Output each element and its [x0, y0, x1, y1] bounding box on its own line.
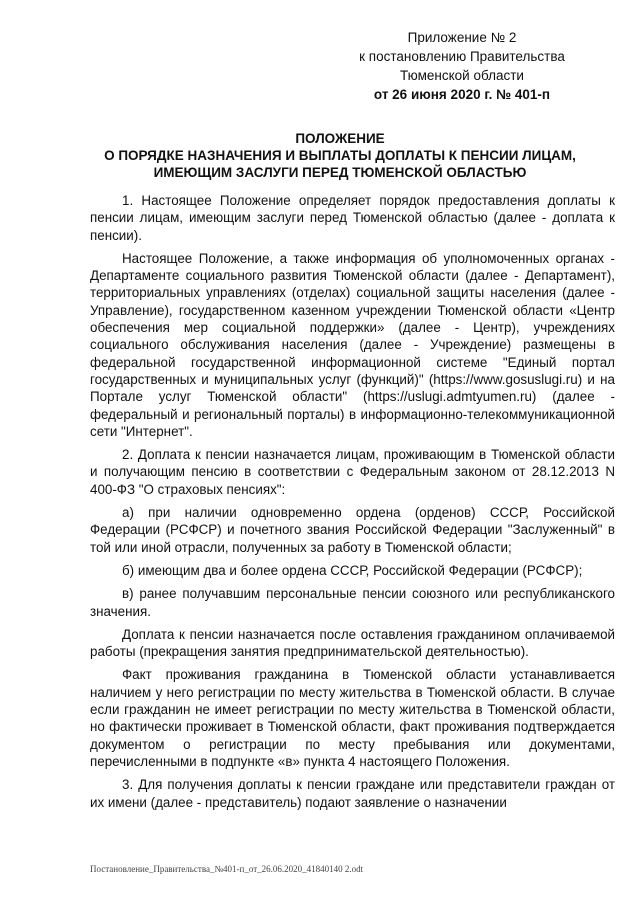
title-line-1: ПОЛОЖЕНИЕ	[295, 131, 385, 146]
paragraph-6: в) ранее получавшим персональные пенсии союзного или республиканского значения.	[90, 586, 615, 619]
paragraph-4: а) при наличии одновременно ордена (орденов) СССР, Российской Федерации (РСФСР) и почетного звания Российской Федерации "Заслуженный" в той или иной отрасли, полученных за работу в Тюменской области;	[90, 505, 615, 555]
paragraph-7: Доплата к пенсии назначается после оставления гражданином оплачиваемой работы (прекращения занятия предпринимательской деятельностью).	[90, 626, 615, 660]
appendix-date: от 26 июня 2020 г. № 401-п	[373, 87, 551, 102]
paragraph-1: 1. Настоящее Положение определяет порядок предоставления доплаты к пенсии лицам, имеющим заслуги перед Тюменской областью (далее - доплата к пенсии).	[90, 193, 615, 243]
paragraph-3: 2. Доплата к пенсии назначается лицам, проживающим в Тюменской области и получающим пенсию в соответствии с Федеральным законом от 28.12.2013 N 400-ФЗ "О страховых пенсиях":	[90, 447, 615, 497]
paragraph-5: б) имеющим два и более ордена СССР, Российской Федерации (РСФСР);	[122, 562, 583, 578]
paragraph-2: Настоящее Положение, а также информация об уполномоченных органах - Департаменте социального развития Тюменской области (далее - Департамент), территориальных управлениях (отделах) социальной защиты населения (далее - Управление), государственном казенном учреждении Тюменской области «Центр обеспечения мер социальной поддержки» (далее - Центр), учреждениях социального обслуживания населения (далее - Учреждение) размещены в федеральной государственной информационной системе "Единый портал государственных и муниципальных услуг (функций)" (https://www.gosuslugi.ru) и на Портале услуг Тюменской области" (https://uslugi.admtyumen.ru) (далее - федеральный и региональный порталы) в информационно-телекоммуникационной сети "Интернет".	[90, 250, 615, 439]
appendix-reference: к постановлению Правительства	[359, 49, 565, 64]
footer-filename: Постановление_Правительства_№401-п_от_26.06.2020_41840140 2.odt	[90, 864, 364, 874]
paragraph-8: Факт проживания гражданина в Тюменской области устанавливается наличием у него регистрации по месту жительства в Тюменской области. В случае если гражданин не имеет регистрации по месту жительства в Тюменской области, но фактически проживает в Тюменской области, факт проживания подтверждается документом о регистрации по месту пребывания или документами, перечисленными в подпункте «в» пункта 4 настоящего Положения.	[90, 667, 615, 769]
paragraph-9: 3. Для получения доплаты к пенсии граждане или представители граждан от их имени (далее - представитель) подают заявление о назначении	[90, 777, 615, 810]
appendix-number: Приложение № 2	[407, 30, 517, 45]
appendix-header	[332, 28, 592, 104]
title-line-3: ИМЕЮЩИМ ЗАСЛУГИ ПЕРЕД ТЮМЕНСКОЙ ОБЛАСТЬЮ	[153, 165, 527, 180]
document-body	[90, 192, 615, 817]
appendix-region: Тюменской области	[400, 68, 524, 83]
title-line-2: О ПОРЯДКЕ НАЗНАЧЕНИЯ И ВЫПЛАТЫ ДОПЛАТЫ К ПЕНСИИ ЛИЦАМ,	[104, 148, 576, 163]
document-title	[90, 130, 590, 181]
